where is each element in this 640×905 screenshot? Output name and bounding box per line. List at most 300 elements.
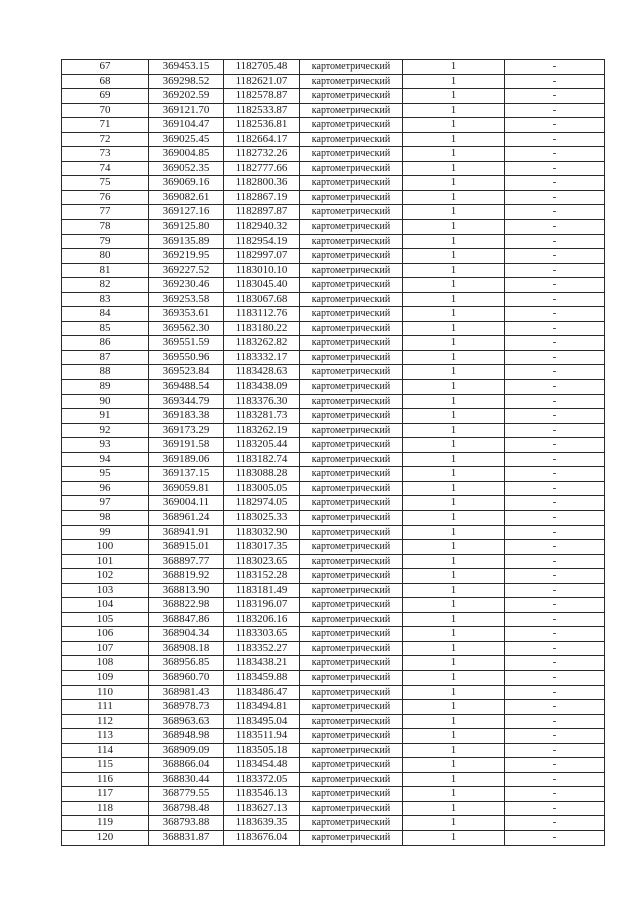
accuracy-cell: 1 [403,452,505,467]
x-coordinate-cell: 368831.87 [149,830,224,845]
note-cell: - [505,74,605,89]
y-coordinate-cell: 1182664.17 [224,132,300,147]
point-number-cell: 107 [62,641,149,656]
note-cell: - [505,685,605,700]
point-number-cell: 99 [62,525,149,540]
note-cell: - [505,510,605,525]
table-row [62,263,605,278]
point-number-cell: 119 [62,816,149,831]
note-cell: - [505,700,605,715]
accuracy-cell: 1 [403,612,505,627]
y-coordinate-cell: 1182621.07 [224,74,300,89]
note-cell: - [505,263,605,278]
accuracy-cell: 1 [403,74,505,89]
y-coordinate-cell: 1183181.49 [224,583,300,598]
x-coordinate-cell: 368956.85 [149,656,224,671]
point-number-cell: 98 [62,510,149,525]
point-number-cell: 84 [62,307,149,322]
point-number-cell: 111 [62,700,149,715]
method-cell: картометрический [300,118,403,133]
note-cell: - [505,161,605,176]
method-cell: картометрический [300,249,403,264]
accuracy-cell: 1 [403,816,505,831]
y-coordinate-cell: 1183206.16 [224,612,300,627]
x-coordinate-cell: 369523.84 [149,365,224,380]
method-cell: картометрический [300,176,403,191]
note-cell: - [505,89,605,104]
y-coordinate-cell: 1183017.35 [224,540,300,555]
accuracy-cell: 1 [403,176,505,191]
x-coordinate-cell: 368897.77 [149,554,224,569]
table-row [62,612,605,627]
table-row [62,176,605,191]
method-cell: картометрический [300,496,403,511]
y-coordinate-cell: 1183010.10 [224,263,300,278]
x-coordinate-cell: 368813.90 [149,583,224,598]
point-number-cell: 77 [62,205,149,220]
y-coordinate-cell: 1183546.13 [224,787,300,802]
table-row [62,510,605,525]
x-coordinate-cell: 368941.91 [149,525,224,540]
y-coordinate-cell: 1183505.18 [224,743,300,758]
y-coordinate-cell: 1183112.76 [224,307,300,322]
y-coordinate-cell: 1183495.04 [224,714,300,729]
x-coordinate-cell: 368963.63 [149,714,224,729]
x-coordinate-cell: 368978.73 [149,700,224,715]
accuracy-cell: 1 [403,147,505,162]
table-row [62,409,605,424]
accuracy-cell: 1 [403,481,505,496]
table-row [62,467,605,482]
accuracy-cell: 1 [403,554,505,569]
method-cell: картометрический [300,307,403,322]
table-row [62,787,605,802]
point-number-cell: 68 [62,74,149,89]
note-cell: - [505,350,605,365]
note-cell: - [505,205,605,220]
accuracy-cell: 1 [403,801,505,816]
note-cell: - [505,190,605,205]
x-coordinate-cell: 368960.70 [149,670,224,685]
point-number-cell: 89 [62,380,149,395]
point-number-cell: 94 [62,452,149,467]
point-number-cell: 108 [62,656,149,671]
x-coordinate-cell: 369562.30 [149,321,224,336]
accuracy-cell: 1 [403,685,505,700]
y-coordinate-cell: 1183205.44 [224,438,300,453]
table-row [62,220,605,235]
table-row [62,234,605,249]
accuracy-cell: 1 [403,700,505,715]
y-coordinate-cell: 1183196.07 [224,598,300,613]
method-cell: картометрический [300,336,403,351]
note-cell: - [505,758,605,773]
note-cell: - [505,787,605,802]
y-coordinate-cell: 1183372.05 [224,772,300,787]
x-coordinate-cell: 369059.81 [149,481,224,496]
table-row [62,103,605,118]
note-cell: - [505,307,605,322]
x-coordinate-cell: 369253.58 [149,292,224,307]
table-row [62,132,605,147]
method-cell: картометрический [300,278,403,293]
y-coordinate-cell: 1183025.33 [224,510,300,525]
x-coordinate-cell: 368793.88 [149,816,224,831]
point-number-cell: 90 [62,394,149,409]
accuracy-cell: 1 [403,205,505,220]
x-coordinate-cell: 368908.18 [149,641,224,656]
y-coordinate-cell: 1183045.40 [224,278,300,293]
y-coordinate-cell: 1182954.19 [224,234,300,249]
x-coordinate-cell: 369104.47 [149,118,224,133]
accuracy-cell: 1 [403,350,505,365]
table-row [62,525,605,540]
accuracy-cell: 1 [403,263,505,278]
x-coordinate-cell: 369191.58 [149,438,224,453]
method-cell: картометрический [300,641,403,656]
table-row [62,89,605,104]
method-cell: картометрический [300,598,403,613]
accuracy-cell: 1 [403,743,505,758]
note-cell: - [505,743,605,758]
accuracy-cell: 1 [403,569,505,584]
accuracy-cell: 1 [403,830,505,845]
table-row [62,380,605,395]
table-row [62,205,605,220]
x-coordinate-cell: 369189.06 [149,452,224,467]
y-coordinate-cell: 1183005.05 [224,481,300,496]
table-row [62,190,605,205]
point-number-cell: 75 [62,176,149,191]
point-number-cell: 72 [62,132,149,147]
x-coordinate-cell: 369173.29 [149,423,224,438]
x-coordinate-cell: 369488.54 [149,380,224,395]
note-cell: - [505,321,605,336]
table-row [62,74,605,89]
accuracy-cell: 1 [403,278,505,293]
note-cell: - [505,670,605,685]
accuracy-cell: 1 [403,60,505,75]
x-coordinate-cell: 368830.44 [149,772,224,787]
accuracy-cell: 1 [403,787,505,802]
x-coordinate-cell: 368798.48 [149,801,224,816]
note-cell: - [505,729,605,744]
x-coordinate-cell: 369137.15 [149,467,224,482]
x-coordinate-cell: 368819.92 [149,569,224,584]
note-cell: - [505,583,605,598]
method-cell: картометрический [300,409,403,424]
method-cell: картометрический [300,670,403,685]
table-row [62,772,605,787]
point-number-cell: 81 [62,263,149,278]
table-row [62,830,605,845]
method-cell: картометрический [300,583,403,598]
point-number-cell: 88 [62,365,149,380]
note-cell: - [505,714,605,729]
method-cell: картометрический [300,758,403,773]
note-cell: - [505,438,605,453]
method-cell: картометрический [300,569,403,584]
table-row [62,554,605,569]
point-number-cell: 71 [62,118,149,133]
note-cell: - [505,365,605,380]
method-cell: картометрический [300,656,403,671]
table-row [62,540,605,555]
accuracy-cell: 1 [403,234,505,249]
point-number-cell: 74 [62,161,149,176]
note-cell: - [505,612,605,627]
y-coordinate-cell: 1182533.87 [224,103,300,118]
table-row [62,729,605,744]
x-coordinate-cell: 368904.34 [149,627,224,642]
method-cell: картометрический [300,540,403,555]
note-cell: - [505,496,605,511]
x-coordinate-cell: 368779.55 [149,787,224,802]
point-number-cell: 109 [62,670,149,685]
point-number-cell: 112 [62,714,149,729]
table-row [62,278,605,293]
y-coordinate-cell: 1183376.30 [224,394,300,409]
method-cell: картометрический [300,60,403,75]
x-coordinate-cell: 369453.15 [149,60,224,75]
point-number-cell: 69 [62,89,149,104]
method-cell: картометрический [300,743,403,758]
x-coordinate-cell: 369227.52 [149,263,224,278]
x-coordinate-cell: 369004.85 [149,147,224,162]
coordinates-table [61,59,605,846]
point-number-cell: 67 [62,60,149,75]
method-cell: картометрический [300,292,403,307]
point-number-cell: 91 [62,409,149,424]
y-coordinate-cell: 1183494.81 [224,700,300,715]
method-cell: картометрический [300,801,403,816]
x-coordinate-cell: 368909.09 [149,743,224,758]
method-cell: картометрический [300,147,403,162]
y-coordinate-cell: 1182940.32 [224,220,300,235]
point-number-cell: 79 [62,234,149,249]
method-cell: картометрический [300,467,403,482]
note-cell: - [505,540,605,555]
table-row [62,438,605,453]
method-cell: картометрический [300,423,403,438]
accuracy-cell: 1 [403,380,505,395]
point-number-cell: 93 [62,438,149,453]
accuracy-cell: 1 [403,525,505,540]
table-row [62,656,605,671]
accuracy-cell: 1 [403,409,505,424]
note-cell: - [505,103,605,118]
accuracy-cell: 1 [403,89,505,104]
table-row [62,423,605,438]
note-cell: - [505,830,605,845]
point-number-cell: 83 [62,292,149,307]
method-cell: картометрический [300,772,403,787]
accuracy-cell: 1 [403,467,505,482]
accuracy-cell: 1 [403,627,505,642]
method-cell: картометрический [300,234,403,249]
x-coordinate-cell: 368866.04 [149,758,224,773]
method-cell: картометрический [300,714,403,729]
note-cell: - [505,554,605,569]
x-coordinate-cell: 369082.61 [149,190,224,205]
y-coordinate-cell: 1182867.19 [224,190,300,205]
table-row [62,801,605,816]
accuracy-cell: 1 [403,365,505,380]
note-cell: - [505,234,605,249]
method-cell: картометрический [300,380,403,395]
y-coordinate-cell: 1183428.63 [224,365,300,380]
point-number-cell: 76 [62,190,149,205]
x-coordinate-cell: 369183.38 [149,409,224,424]
note-cell: - [505,627,605,642]
method-cell: картометрический [300,816,403,831]
note-cell: - [505,60,605,75]
method-cell: картометрический [300,787,403,802]
table-row [62,816,605,831]
table-row [62,365,605,380]
accuracy-cell: 1 [403,423,505,438]
note-cell: - [505,176,605,191]
y-coordinate-cell: 1183438.09 [224,380,300,395]
note-cell: - [505,598,605,613]
note-cell: - [505,423,605,438]
x-coordinate-cell: 368948.98 [149,729,224,744]
method-cell: картометрический [300,263,403,278]
accuracy-cell: 1 [403,103,505,118]
x-coordinate-cell: 369135.89 [149,234,224,249]
table-row [62,394,605,409]
y-coordinate-cell: 1183459.88 [224,670,300,685]
note-cell: - [505,132,605,147]
y-coordinate-cell: 1182997.07 [224,249,300,264]
y-coordinate-cell: 1183023.65 [224,554,300,569]
point-number-cell: 100 [62,540,149,555]
y-coordinate-cell: 1183486.47 [224,685,300,700]
x-coordinate-cell: 369004.11 [149,496,224,511]
accuracy-cell: 1 [403,656,505,671]
method-cell: картометрический [300,394,403,409]
note-cell: - [505,394,605,409]
y-coordinate-cell: 1183332.17 [224,350,300,365]
point-number-cell: 96 [62,481,149,496]
accuracy-cell: 1 [403,670,505,685]
table-row [62,118,605,133]
table-row [62,321,605,336]
y-coordinate-cell: 1182800.36 [224,176,300,191]
accuracy-cell: 1 [403,190,505,205]
method-cell: картометрический [300,612,403,627]
note-cell: - [505,336,605,351]
y-coordinate-cell: 1183438.21 [224,656,300,671]
table-row [62,147,605,162]
accuracy-cell: 1 [403,132,505,147]
y-coordinate-cell: 1183303.65 [224,627,300,642]
point-number-cell: 116 [62,772,149,787]
table-row [62,452,605,467]
x-coordinate-cell: 369353.61 [149,307,224,322]
method-cell: картометрический [300,205,403,220]
point-number-cell: 92 [62,423,149,438]
y-coordinate-cell: 1183067.68 [224,292,300,307]
x-coordinate-cell: 369127.16 [149,205,224,220]
table-row [62,700,605,715]
point-number-cell: 115 [62,758,149,773]
method-cell: картометрический [300,438,403,453]
accuracy-cell: 1 [403,336,505,351]
method-cell: картометрический [300,510,403,525]
note-cell: - [505,816,605,831]
y-coordinate-cell: 1182897.87 [224,205,300,220]
y-coordinate-cell: 1183511.94 [224,729,300,744]
y-coordinate-cell: 1183352.27 [224,641,300,656]
y-coordinate-cell: 1183676.04 [224,830,300,845]
note-cell: - [505,118,605,133]
point-number-cell: 70 [62,103,149,118]
coordinates-table-body [62,60,605,846]
x-coordinate-cell: 369551.59 [149,336,224,351]
accuracy-cell: 1 [403,118,505,133]
table-row [62,583,605,598]
method-cell: картометрический [300,190,403,205]
x-coordinate-cell: 369550.96 [149,350,224,365]
y-coordinate-cell: 1182732.26 [224,147,300,162]
point-number-cell: 118 [62,801,149,816]
table-row [62,627,605,642]
accuracy-cell: 1 [403,729,505,744]
table-row [62,336,605,351]
note-cell: - [505,772,605,787]
point-number-cell: 114 [62,743,149,758]
accuracy-cell: 1 [403,510,505,525]
x-coordinate-cell: 369202.59 [149,89,224,104]
accuracy-cell: 1 [403,249,505,264]
y-coordinate-cell: 1183454.48 [224,758,300,773]
table-row [62,307,605,322]
x-coordinate-cell: 369298.52 [149,74,224,89]
y-coordinate-cell: 1183180.22 [224,321,300,336]
accuracy-cell: 1 [403,161,505,176]
x-coordinate-cell: 369125.80 [149,220,224,235]
method-cell: картометрический [300,350,403,365]
note-cell: - [505,801,605,816]
point-number-cell: 101 [62,554,149,569]
method-cell: картометрический [300,525,403,540]
point-number-cell: 104 [62,598,149,613]
point-number-cell: 80 [62,249,149,264]
table-row [62,598,605,613]
table-row [62,685,605,700]
y-coordinate-cell: 1183627.13 [224,801,300,816]
point-number-cell: 117 [62,787,149,802]
y-coordinate-cell: 1183088.28 [224,467,300,482]
method-cell: картометрический [300,685,403,700]
note-cell: - [505,641,605,656]
point-number-cell: 106 [62,627,149,642]
y-coordinate-cell: 1182578.87 [224,89,300,104]
accuracy-cell: 1 [403,292,505,307]
note-cell: - [505,525,605,540]
method-cell: картометрический [300,627,403,642]
x-coordinate-cell: 369025.45 [149,132,224,147]
accuracy-cell: 1 [403,598,505,613]
table-row [62,481,605,496]
method-cell: картометрический [300,452,403,467]
x-coordinate-cell: 369344.79 [149,394,224,409]
x-coordinate-cell: 368981.43 [149,685,224,700]
note-cell: - [505,147,605,162]
method-cell: картометрический [300,729,403,744]
table-row [62,641,605,656]
